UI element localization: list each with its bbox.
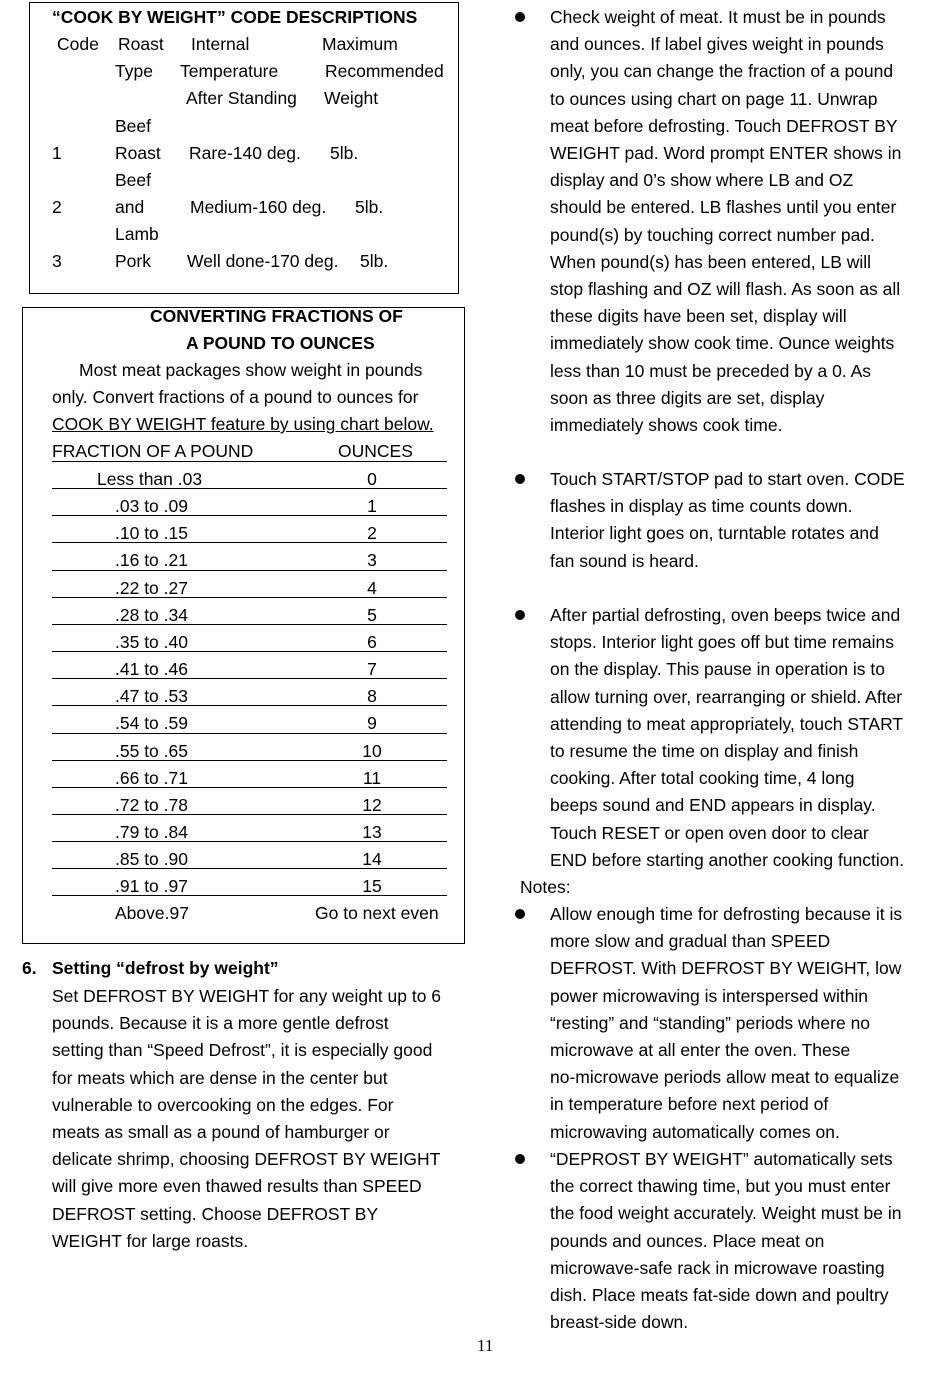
fractions-title-2: A POUND TO OUNCES [186,333,375,353]
body-line: Touch START/STOP pad to start oven. CODE [550,469,905,489]
table-rule [52,651,447,652]
body-line: more slow and gradual than SPEED [550,931,831,951]
body-line: pounds and ounces. Place meat on [550,1231,825,1251]
body-line: meat before defrosting. Touch DEFROST BY [550,116,898,136]
ounces-value: Go to next even [315,903,439,923]
fraction-range: Above.97 [115,903,189,923]
body-line: END before starting another cooking function. [550,850,905,870]
body-line: breast-side down. [550,1312,689,1332]
fraction-range: .41 to .46 [115,659,188,679]
bullet-icon [515,909,525,919]
table-rule [52,760,447,761]
fraction-range: .54 to .59 [115,713,188,733]
body-line: fan sound is heard. [550,551,699,571]
fractions-intro-3: COOK BY WEIGHT feature by using chart below. [52,414,434,434]
body-line: in temperature before next period of [550,1094,829,1114]
table-rule [52,461,447,462]
fraction-range: .28 to .34 [115,605,188,625]
body-line: attending to meat appropriately, touch START [550,714,904,734]
code-row-type-top: Beef [115,116,151,136]
code-row-temp: Rare-140 deg. [189,143,301,163]
bullet-icon [515,474,525,484]
fraction-range: Less than .03 [97,469,203,489]
body-line: Set DEFROST BY WEIGHT for any weight up to 6 [52,986,442,1006]
code-row-type: Pork [115,251,151,271]
table-rule [52,678,447,679]
table-rule [52,488,447,489]
body-line: pounds. Because it is a more gentle defrost [52,1013,389,1033]
body-line: flashes in display as time counts down. [550,496,853,516]
body-line: “resting” and “standing” periods where no [550,1013,871,1033]
body-line: dish. Place meats fat-side down and poultry [550,1285,889,1305]
table-rule [52,814,447,815]
table-rule [52,841,447,842]
section-heading: Setting “defrost by weight” [52,958,279,978]
body-line: microwaving automatically comes on. [550,1122,840,1142]
body-line: only, you can change the fraction of a pound [550,61,894,81]
fraction-range: .79 to .84 [115,822,188,842]
bullet-icon [515,1154,525,1164]
code-row-weight: 5lb. [330,143,359,163]
body-line: stops. Interior light goes off but time remains [550,632,895,652]
code-row-temp: Medium-160 deg. [190,197,327,217]
table-rule [52,624,447,625]
body-line: cooking. After total cooking time, 4 long [550,768,855,788]
body-line: display and 0’s show where LB and OZ [550,170,854,190]
code-row-weight: 5lb. [360,251,389,271]
table-rule [52,515,447,516]
code-row-type: and [115,197,145,217]
code-row-weight: 5lb. [355,197,384,217]
body-line: When pound(s) has been entered, LB will [550,252,872,272]
body-line: on the display. This pause in operation is to [550,659,885,679]
fraction-range: .03 to .09 [115,496,188,516]
table-rule [52,597,447,598]
header-weight: Weight [324,88,379,108]
body-line: “DEPROST BY WEIGHT” automatically sets [550,1149,893,1169]
fraction-range: .16 to .21 [115,550,188,570]
table-rule [52,570,447,571]
body-line: After partial defrosting, oven beeps twice and [550,605,901,625]
body-line: setting than “Speed Defrost”, it is especially good [52,1040,433,1060]
fractions-intro-2: only. Convert fractions of a pound to ounces for [52,387,419,407]
fraction-range: .55 to .65 [115,741,188,761]
body-line: and ounces. If label gives weight in pounds [550,34,884,54]
body-line: WEIGHT pad. Word prompt ENTER shows in [550,143,902,163]
body-line: WEIGHT for large roasts. [52,1231,249,1251]
body-line: microwave-safe rack in microwave roasting [550,1258,885,1278]
body-line: stop flashing and OZ will flash. As soon as all [550,279,901,299]
body-line: vulnerable to overcooking on the edges. For [52,1095,394,1115]
body-line: meats as small as a pound of hamburger or [52,1122,390,1142]
page-number: 11 [477,1336,494,1355]
table-rule [52,868,447,869]
fraction-range: .72 to .78 [115,795,188,815]
table-rule [52,733,447,734]
body-line: to ounces using chart on page 11. Unwrap [550,89,878,109]
table-rule [52,787,447,788]
header-code: Code [57,34,99,54]
header-recommended: Recommended [325,61,444,81]
header-type: Type [115,61,153,81]
fraction-column-header: FRACTION OF A POUND [52,441,254,461]
body-line: the food weight accurately. Weight must be in [550,1203,902,1223]
body-line: DEFROST. With DEFROST BY WEIGHT, low [550,958,902,978]
body-line: immediately show cook time. Ounce weights [550,333,895,353]
header-temperature: Temperature [180,61,279,81]
body-line: immediately shows cook time. [550,415,783,435]
body-line: should be entered. LB flashes until you enter [550,197,897,217]
body-line: the correct thawing time, but you must enter [550,1176,891,1196]
body-line: beeps sound and END appears in display. [550,795,876,815]
code-row-type: Roast [115,143,161,163]
fraction-range: .91 to .97 [115,876,188,896]
table-rule [52,705,447,706]
header-roast: Roast [118,34,164,54]
table-rule [52,542,447,543]
header-after-standing: After Standing [186,88,297,108]
body-line: Check weight of meat. It must be in pounds [550,7,886,27]
fraction-range: .22 to .27 [115,578,188,598]
notes-label: Notes: [520,877,571,897]
code-descriptions-title: “COOK BY WEIGHT” CODE DESCRIPTIONS [52,7,418,27]
fraction-range: .85 to .90 [115,849,188,869]
code-row-type-bottom: Lamb [115,224,159,244]
ounces-column-header: OUNCES [338,441,413,461]
code-row-code: 1 [52,143,62,163]
body-line: these digits have been set, display will [550,306,847,326]
table-rule [52,895,447,896]
body-line: Allow enough time for defrosting because it is [550,904,903,924]
body-line: microwave at all enter the oven. These [550,1040,851,1060]
body-line: less than 10 must be preceded by a 0. As [550,361,872,381]
body-line: DEFROST setting. Choose DEFROST BY [52,1204,379,1224]
code-row-temp: Well done-170 deg. [187,251,339,271]
fraction-range: .35 to .40 [115,632,188,652]
body-line: allow turning over, rearranging or shield. After [550,687,903,707]
body-line: pound(s) by touching correct number pad. [550,225,875,245]
section-number: 6. [22,958,37,978]
body-line: power microwaving is interspersed within [550,986,869,1006]
header-internal: Internal [191,34,250,54]
bullet-icon [515,610,525,620]
body-line: soon as three digits are set, display [550,388,825,408]
fractions-intro-1: Most meat packages show weight in pounds [79,360,423,380]
body-line: Interior light goes on, turntable rotates and [550,523,879,543]
body-line: no-microwave periods allow meat to equalize [550,1067,900,1087]
fraction-range: .10 to .15 [115,523,188,543]
fractions-title-1: CONVERTING FRACTIONS OF [150,306,403,326]
header-maximum: Maximum [322,34,398,54]
body-line: Touch RESET or open oven door to clear [550,823,869,843]
code-row-code: 2 [52,197,62,217]
fraction-range: .47 to .53 [115,686,188,706]
body-line: delicate shrimp, choosing DEFROST BY WEIGHT [52,1149,441,1169]
body-line: for meats which are dense in the center but [52,1068,388,1088]
body-line: to resume the time on display and finish [550,741,859,761]
body-line: will give more even thawed results than SPEED [52,1176,422,1196]
fraction-range: .66 to .71 [115,768,188,788]
code-row-type-top: Beef [115,170,151,190]
code-row-code: 3 [52,251,62,271]
bullet-icon [515,12,525,22]
